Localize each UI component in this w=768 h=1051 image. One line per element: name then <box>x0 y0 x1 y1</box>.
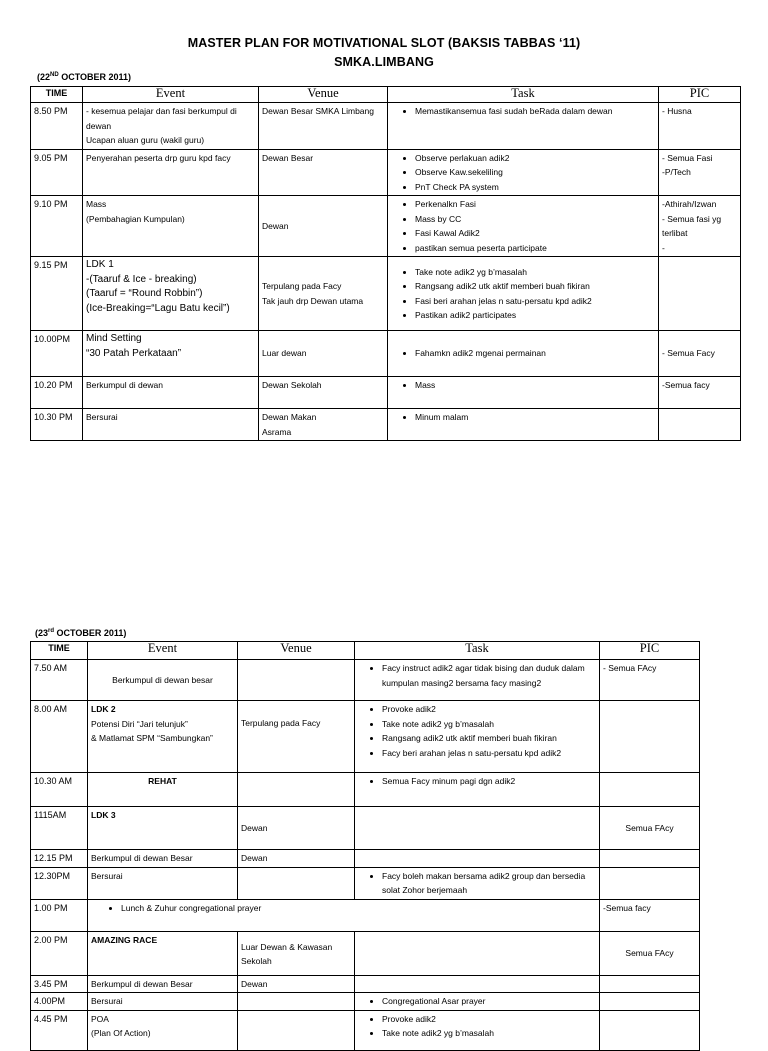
task-item: • Memastikansemua fasi sudah beRada dalam dewan <box>415 104 655 119</box>
pic-cell <box>659 409 741 441</box>
time-cell: 10.00PM <box>31 331 83 377</box>
task-cell <box>355 867 600 899</box>
table-row <box>31 377 741 409</box>
day1-schedule-table <box>30 86 741 441</box>
task-item: • Observe Kaw.sekeliling <box>415 165 655 180</box>
venue-cell <box>238 773 355 807</box>
task-cell <box>355 931 600 975</box>
merged-event-cell <box>88 899 600 931</box>
venue-cell: Dewan <box>259 196 388 257</box>
venue-cell: Dewan Sekolah <box>259 377 388 409</box>
task-cell <box>388 103 659 150</box>
header-event: Event <box>88 642 238 660</box>
header-pic: PIC <box>659 87 741 103</box>
day2-schedule-table <box>30 641 700 1051</box>
table-row <box>31 660 700 701</box>
task-cell <box>355 975 600 993</box>
time-cell: 10.30 PM <box>31 409 83 441</box>
day1-date: (22ND OCTOBER 2011) <box>37 72 132 82</box>
table-row <box>31 701 700 773</box>
task-item: • Fasi Kawal Adik2 <box>415 226 655 241</box>
event-cell: Berkumpul di dewan Besar <box>88 975 238 993</box>
table-row <box>31 103 741 150</box>
task-item: • Facy instruct adik2 agar tidak bising dan duduk dalam kumpulan masing2 bersama facy masing2 <box>382 661 596 690</box>
pic-cell <box>600 773 700 807</box>
task-item: • Observe perlakuan adik2 <box>415 151 655 166</box>
pic-cell: -Semua facy <box>659 377 741 409</box>
task-item: • Facy beri arahan jelas n satu-persatu kpd adik2 <box>382 746 596 761</box>
time-cell: 9.15 PM <box>31 257 83 331</box>
pic-cell: - Semua Facy <box>659 331 741 377</box>
task-cell <box>388 149 659 196</box>
task-item: • Rangsang adik2 utk aktif memberi buah fikiran <box>415 279 655 294</box>
table-row <box>31 773 700 807</box>
time-cell: 2.00 PM <box>31 931 88 975</box>
pic-cell: - Husna <box>659 103 741 150</box>
pic-cell: Semua FAcy <box>600 931 700 975</box>
event-cell: REHAT <box>88 773 238 807</box>
venue-cell <box>238 660 355 701</box>
task-cell <box>388 377 659 409</box>
event-cell: Bersurai <box>88 993 238 1011</box>
event-cell: LDK 1 -(Taaruf & Ice - breaking) (Taaruf = “Round Robbin”) (Ice-Breaking=“Lagu Batu kecil”) <box>83 257 259 331</box>
event-cell: LDK 2 Potensi Diri “Jari telunjuk” & Matlamat SPM “Sambungkan” <box>88 701 238 773</box>
time-cell: 3.45 PM <box>31 975 88 993</box>
event-cell: Penyerahan peserta drp guru kpd facy <box>83 149 259 196</box>
time-cell: 8.50 PM <box>31 103 83 150</box>
table-row <box>31 149 741 196</box>
task-item: • Fahamkn adik2 mgenai permainan <box>415 346 655 361</box>
table-row <box>31 867 700 899</box>
table-row <box>31 807 700 850</box>
pic-cell <box>600 1010 700 1050</box>
event-cell: Bersurai <box>83 409 259 441</box>
time-cell: 1115AM <box>31 807 88 850</box>
time-cell: 7.50 AM <box>31 660 88 701</box>
task-cell <box>355 660 600 701</box>
task-cell <box>388 331 659 377</box>
time-cell: 9.10 PM <box>31 196 83 257</box>
table-row <box>31 899 700 931</box>
task-item: • Lunch & Zuhur congregational prayer <box>121 901 596 916</box>
time-cell: 4.45 PM <box>31 1010 88 1050</box>
pic-cell <box>659 257 741 331</box>
task-cell <box>355 807 600 850</box>
event-cell: Bersurai <box>88 867 238 899</box>
table-row <box>31 931 700 975</box>
school-name: SMKA.LIMBANG <box>334 55 434 69</box>
time-cell: 1.00 PM <box>31 899 88 931</box>
header-venue: Venue <box>259 87 388 103</box>
task-item: • Perkenalkn Fasi <box>415 197 655 212</box>
table-row <box>31 331 741 377</box>
time-cell: 9.05 PM <box>31 149 83 196</box>
task-item: • Mass by CC <box>415 212 655 227</box>
pic-cell: -Athirah/Izwan - Semua fasi yg terlibat - <box>659 196 741 257</box>
venue-cell: Dewan <box>238 850 355 868</box>
time-cell: 10.30 AM <box>31 773 88 807</box>
task-item: • Congregational Asar prayer <box>382 994 596 1009</box>
task-item: • Fasi beri arahan jelas n satu-persatu kpd adik2 <box>415 294 655 309</box>
task-item: • Minum malam <box>415 410 655 425</box>
day2-date: (23rd OCTOBER 2011) <box>35 628 127 638</box>
task-item: • Semua Facy minum pagi dgn adik2 <box>382 774 596 789</box>
event-cell: AMAZING RACE <box>88 931 238 975</box>
time-cell: 10.20 PM <box>31 377 83 409</box>
task-item: • Provoke adik2 <box>382 702 596 717</box>
pic-cell <box>600 975 700 993</box>
event-cell: POA (Plan Of Action) <box>88 1010 238 1050</box>
venue-cell: Dewan Besar SMKA Limbang <box>259 103 388 150</box>
pic-cell: -Semua facy <box>600 899 700 931</box>
header-pic: PIC <box>600 642 700 660</box>
task-item: • Facy boleh makan bersama adik2 group dan bersedia solat Zohor berjemaah <box>382 869 596 898</box>
event-cell: Mind Setting “30 Patah Perkataan” <box>83 331 259 377</box>
header-task: Task <box>388 87 659 103</box>
event-cell: Berkumpul di dewan <box>83 377 259 409</box>
time-cell: 12.30PM <box>31 867 88 899</box>
pic-cell: Semua FAcy <box>600 807 700 850</box>
table-row <box>31 850 700 868</box>
venue-cell: Luar Dewan & Kawasan Sekolah <box>238 931 355 975</box>
header-time: TIME <box>31 87 83 103</box>
table-row <box>31 993 700 1011</box>
task-item: • Mass <box>415 378 655 393</box>
task-cell <box>388 257 659 331</box>
table-row <box>31 196 741 257</box>
venue-cell: Terpulang pada Facy <box>238 701 355 773</box>
venue-cell <box>238 1010 355 1050</box>
task-cell <box>355 701 600 773</box>
table-row <box>31 409 741 441</box>
task-item: • Take note adik2 yg b’masalah <box>382 1026 596 1041</box>
event-cell: Mass (Pembahagian Kumpulan) <box>83 196 259 257</box>
pic-cell: - Semua Fasi -P/Tech <box>659 149 741 196</box>
table-row <box>31 975 700 993</box>
venue-cell <box>238 867 355 899</box>
venue-cell: Dewan Makan Asrama <box>259 409 388 441</box>
time-cell: 4.00PM <box>31 993 88 1011</box>
task-cell <box>355 850 600 868</box>
pic-cell <box>600 993 700 1011</box>
task-item: • Pastikan adik2 participates <box>415 308 655 323</box>
header-time: TIME <box>31 642 88 660</box>
pic-cell <box>600 701 700 773</box>
pic-cell: - Semua FAcy <box>600 660 700 701</box>
venue-cell: Dewan <box>238 975 355 993</box>
task-cell <box>388 409 659 441</box>
header-event: Event <box>83 87 259 103</box>
table-row <box>31 1010 700 1050</box>
time-cell: 12.15 PM <box>31 850 88 868</box>
task-item: • Provoke adik2 <box>382 1012 596 1027</box>
document-title: MASTER PLAN FOR MOTIVATIONAL SLOT (BAKSIS TABBAS ‘11) <box>187 36 581 50</box>
task-item: • PnT Check PA system <box>415 180 655 195</box>
header-task: Task <box>355 642 600 660</box>
venue-cell <box>238 993 355 1011</box>
venue-cell: Luar dewan <box>259 331 388 377</box>
task-item: • pastikan semua peserta participate <box>415 241 655 256</box>
time-cell: 8.00 AM <box>31 701 88 773</box>
pic-cell <box>600 850 700 868</box>
venue-cell: Dewan Besar <box>259 149 388 196</box>
task-cell <box>355 993 600 1011</box>
event-cell: Berkumpul di dewan Besar <box>88 850 238 868</box>
task-item: • Take note adik2 yg b’masalah <box>382 717 596 732</box>
task-item: • Take note adik2 yg b’masalah <box>415 265 655 280</box>
header-venue: Venue <box>238 642 355 660</box>
table-row <box>31 257 741 331</box>
venue-cell: Dewan <box>238 807 355 850</box>
event-cell: - kesemua pelajar dan fasi berkumpul di dewan Ucapan aluan guru (wakil guru) <box>83 103 259 150</box>
task-item: • Rangsang adik2 utk aktif memberi buah fikiran <box>382 731 596 746</box>
task-cell <box>355 1010 600 1050</box>
venue-cell: Terpulang pada Facy Tak jauh drp Dewan utama <box>259 257 388 331</box>
event-cell: Berkumpul di dewan besar <box>88 660 238 701</box>
event-cell: LDK 3 <box>88 807 238 850</box>
task-cell <box>355 773 600 807</box>
pic-cell <box>600 867 700 899</box>
task-cell <box>388 196 659 257</box>
